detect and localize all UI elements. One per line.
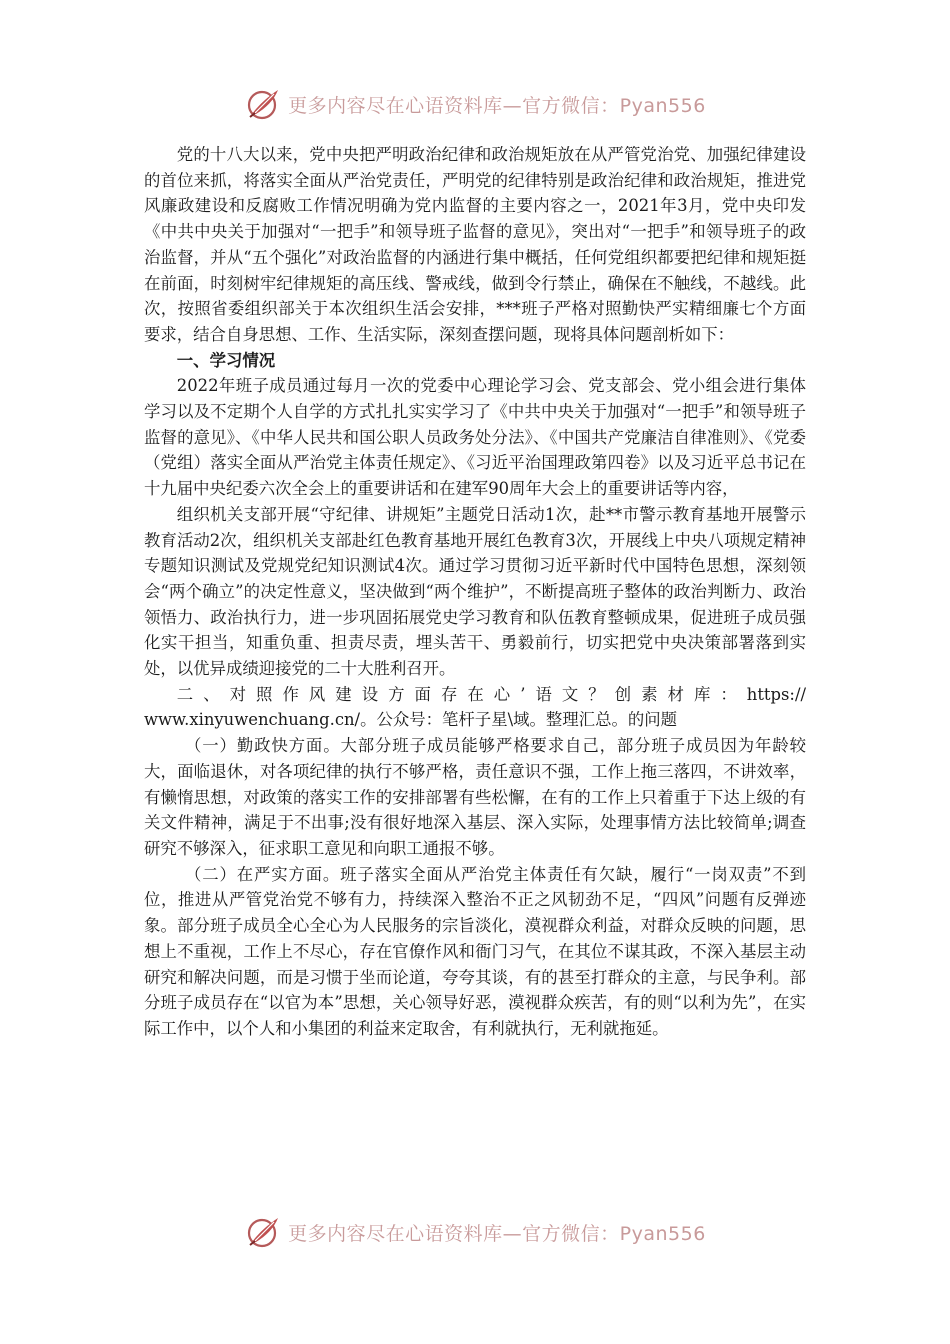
pen-leaf-logo-icon (244, 1212, 284, 1252)
header-banner (0, 82, 950, 126)
footer-banner (0, 1210, 950, 1254)
intro-paragraph: 党的十八大以来，党中央把严明政治纪律和政治规矩放在从严管党治党、加强纪律建设的首位来抓，将落实全面从严治党责任，严明党的纪律特别是政治纪律和政治规矩，推进党风廉政建设和反腐败工作情况明确为党内监督的主要内容之一，2021年3月，党中央印发《中共中央关于加强对“一把手”和领导班子监督的意见》，突出对“一把手”和领导班子的政治监督，并从“五个强化”对政治监督的内涵进行集中概括，任何党组织都要把纪律和规矩挺在前面，时刻树牢纪律规矩的高压线、警戒线，做到令行禁止，确保在不触线，不越线。此次，按照省委组织部关于本次组织生活会安排，***班子严格对照勤快严实精细廉七个方面要求，结合自身思想、工作、生活实际，深刻查摆问题，现将具体问题剖析如下： (144, 145, 806, 344)
section-heading-style-line2: www.xinyuwenchuang.cn/。公众号：笔杆子星\域。整理汇总。的问题 (144, 710, 678, 730)
study-paragraph-2: 组织机关支部开展“守纪律、讲规矩”主题党日活动1次，赴**市警示教育基地开展警示教育活动2次，组织机关支部赴红色教育基地开展红色教育3次，开展线上中央八项规定精神专题知识测试及党规党纪知识测试4次。通过学习贯彻习近平新时代中国特色思想，深刻领会“两个确立”的决定性意义，坚决做到“两个维护”，不断提高班子整体的政治判断力、政治领悟力、政治执行力，进一步巩固拓展党史学习教育和队伍教育整顿成果，促进班子成员强化实干担当，知重负重、担责尽责，埋头苦干、勇毅前行，切实把党中央决策部署落到实处，以优异成绩迎接党的二十大胜利召开。 (144, 504, 806, 679)
strictness-paragraph: （二）在严实方面。班子落实全面从严治党主体责任有欠缺，履行“一岗双责”不到位，推进从严管党治党不够有力，持续深入整治不正之风韧劲不足，“四风”问题有反弹迹象。部分班子成员全心全心为人民服务的宗旨淡化，漠视群众利益，对群众反映的问题，思想上不重视，工作上不尽心，存在官僚作风和衙门习气，在其位不谋其政，不深入基层主动研究和解决问题，而是习惯于坐而论道，夸夸其谈，有的甚至打群众的主意，与民争利。部分班子成员存在“以官为本”思想，关心领导好恶，漠视群众疾苦，有的则“以利为先”，在实际工作中，以个人和小集团的利益来定取舍，有利就执行，无利就拖延。 (144, 864, 806, 1038)
header-banner-text: 更多内容尽在心语资料库—官方微信：Pyan556 (288, 94, 706, 117)
section-heading-style-line1: 二、对照作风建设方面存在心’语文？创素材库：https:// (176, 684, 806, 704)
diligence-paragraph: （一）勤政快方面。大部分班子成员能够严格要求自己，部分班子成员因为年龄较大，面临退休，对各项纪律的执行不够严格，责任意识不强，工作上拖三落四，不讲效率，有懒惰思想，对政策的落实工作的安排部署有些松懈，在有的工作上只着重于下达上级的有关文件精神，满足于不出事;没有很好地深入基层、深入实际，处理事情方法比较简单;调查研究不够深入，征求职工意见和向职工通报不够。 (144, 736, 806, 858)
document-body (144, 142, 806, 1042)
footer-banner-text: 更多内容尽在心语资料库—官方微信：Pyan556 (288, 1222, 706, 1245)
section-heading-study: 一、学习情况 (176, 350, 276, 370)
study-paragraph-1: 2022年班子成员通过每月一次的党委中心理论学习会、党支部会、党小组会进行集体学习以及不定期个人自学的方式扎扎实实学习了《中共中央关于加强对“一把手”和领导班子监督的意见》、《中华人民共和国公职人员政务处分法》、《中国共产党廉洁自律准则》、《党委（党组）落实全面从严治党主体责任规定》、《习近平治国理政第四卷》以及习近平总书记在十九届中央纪委六次全会上的重要讲话和在建军90周年大会上的重要讲话等内容， (144, 376, 806, 499)
pen-leaf-logo-icon (244, 84, 284, 124)
